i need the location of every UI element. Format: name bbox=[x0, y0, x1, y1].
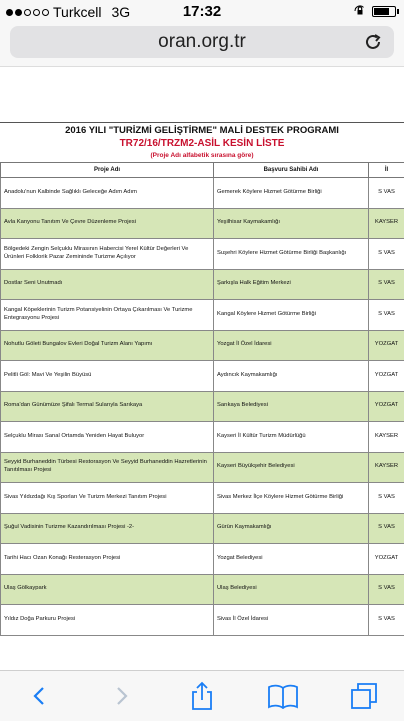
city-cell: KAYSER bbox=[369, 452, 404, 483]
carrier-name: Turkcell bbox=[53, 4, 102, 20]
url-text[interactable]: oran.org.tr bbox=[158, 31, 246, 53]
table-row bbox=[1, 269, 404, 300]
city-cell: S VAS bbox=[369, 513, 404, 544]
tabs-button[interactable] bbox=[344, 676, 384, 716]
city-cell: S VAS bbox=[369, 605, 404, 636]
column-header: Başvuru Sahibi Adı bbox=[214, 163, 369, 178]
back-icon[interactable] bbox=[29, 685, 51, 707]
applicant-name-cell: Suşehri Köylere Hizmet Götürme Birliği Başkanlığı bbox=[214, 239, 369, 270]
project-name-cell: Ulaş Gölkaypark bbox=[1, 574, 214, 605]
browser-toolbar bbox=[0, 670, 404, 721]
table-row bbox=[1, 483, 404, 514]
table-row bbox=[1, 208, 404, 239]
project-name-cell: Sivas Yıldızdağı Kış Sporları Ve Turizm Merkezi Tanıtım Projesi bbox=[1, 483, 214, 514]
address-bar[interactable] bbox=[10, 26, 394, 58]
table-row bbox=[1, 605, 404, 636]
applicant-name-cell: Sarıkaya Belediyesi bbox=[214, 391, 369, 422]
project-name-cell: Roma'dan Günümüze Şifalı Termal Sularıyla Sarıkaya bbox=[1, 391, 214, 422]
table-row bbox=[1, 361, 404, 392]
applicant-name-cell: Ulaş Belediyesi bbox=[214, 574, 369, 605]
applicant-name-cell: Sivas İl Özel İdaresi bbox=[214, 605, 369, 636]
project-name-cell: Şuğul Vadisinin Turizme Kazandırılması Projesi -2- bbox=[1, 513, 214, 544]
applicant-name-cell: Yozgat İl Özel İdaresi bbox=[214, 330, 369, 361]
status-time: 17:32 bbox=[0, 3, 404, 20]
document-subtitle: TR72/16/TRZM2-ASİL KESİN LİSTE bbox=[0, 138, 404, 149]
project-table bbox=[0, 162, 404, 636]
share-button[interactable] bbox=[182, 676, 222, 716]
city-cell: KAYSER bbox=[369, 208, 404, 239]
project-name-cell: Tarihi Hacı Ozan Konağı Resterasyon Projesi bbox=[1, 544, 214, 575]
forward-icon[interactable] bbox=[110, 685, 132, 707]
project-name-cell: Dostlar Seni Unutmadı bbox=[1, 269, 214, 300]
back-button[interactable] bbox=[20, 676, 60, 716]
city-cell: KAYSER bbox=[369, 422, 404, 453]
project-name-cell: Selçuklu Mirası Sanal Ortamda Yeniden Hayat Buluyor bbox=[1, 422, 214, 453]
forward-button[interactable] bbox=[101, 676, 141, 716]
city-cell: YOZGAT bbox=[369, 391, 404, 422]
project-name-cell: Seyyid Burhaneddin Türbesi Restorasyon Ve Seyyid Burhaneddin Hazretlerinin Tanıtılması Projesi bbox=[1, 452, 214, 483]
project-name-cell: Pelitli Göl: Mavi Ve Yeşilin Büyüsü bbox=[1, 361, 214, 392]
city-cell: YOZGAT bbox=[369, 544, 404, 575]
city-cell: YOZGAT bbox=[369, 330, 404, 361]
table-row bbox=[1, 300, 404, 331]
project-name-cell: Nohutlu Göleti Bungalov Evleri Doğal Turizm Alanı Yapımı bbox=[1, 330, 214, 361]
project-name-cell: Yıldız Doğa Parkuru Projesi bbox=[1, 605, 214, 636]
table-header-row bbox=[1, 163, 404, 178]
column-header: Proje Adı bbox=[1, 163, 214, 178]
project-name-cell: Anadolu'nun Kalbinde Sağlıklı Geleceğe Adım Adım bbox=[1, 178, 214, 209]
applicant-name-cell: Gürün Kaymakamlığı bbox=[214, 513, 369, 544]
table-row bbox=[1, 544, 404, 575]
city-cell: S VAS bbox=[369, 574, 404, 605]
city-cell: S VAS bbox=[369, 178, 404, 209]
applicant-name-cell: Yozgat Belediyesi bbox=[214, 544, 369, 575]
city-cell: S VAS bbox=[369, 483, 404, 514]
status-bar bbox=[0, 0, 404, 24]
tabs-icon[interactable] bbox=[350, 682, 378, 710]
applicant-name-cell: Kangal Köylere Hizmet Götürme Birliği bbox=[214, 300, 369, 331]
applicant-name-cell: Kayseri İl Kültür Turizm Müdürlüğü bbox=[214, 422, 369, 453]
city-cell: S VAS bbox=[369, 300, 404, 331]
project-name-cell: Bölgedeki Zengin Selçuklu Mirasının Habercisi Yerel Kültür Değerleri Ve Ürünleri Folklorik Pazar Zemininde Turizme Açılıyor bbox=[1, 239, 214, 270]
page-content[interactable] bbox=[0, 66, 404, 671]
network-type: 3G bbox=[112, 4, 131, 20]
reload-icon[interactable] bbox=[362, 31, 384, 53]
table-row bbox=[1, 391, 404, 422]
document-top-rule bbox=[0, 122, 404, 123]
city-cell: YOZGAT bbox=[369, 361, 404, 392]
applicant-name-cell: Yeşilhisar Kaymakamlığı bbox=[214, 208, 369, 239]
share-icon[interactable] bbox=[189, 681, 215, 711]
table-row bbox=[1, 452, 404, 483]
table-row bbox=[1, 178, 404, 209]
document-title: 2016 YILI "TURİZMİ GELİŞTİRME" MALİ DESTEK PROGRAMI bbox=[0, 125, 404, 136]
table-row bbox=[1, 574, 404, 605]
bookmarks-icon[interactable] bbox=[267, 683, 299, 709]
applicant-name-cell: Şarkışla Halk Eğitim Merkezi bbox=[214, 269, 369, 300]
project-name-cell: Kangal Köpeklerinin Turizm Potansiyelinin Ortaya Çıkarılması Ve Turizme Entegrasyonu Projesi bbox=[1, 300, 214, 331]
applicant-name-cell: Kayseri Büyükşehir Belediyesi bbox=[214, 452, 369, 483]
status-right bbox=[354, 5, 396, 17]
table-row bbox=[1, 239, 404, 270]
column-header: İl bbox=[369, 163, 404, 178]
applicant-name-cell: Aydıncık Kaymakamlığı bbox=[214, 361, 369, 392]
orientation-lock-icon bbox=[354, 5, 366, 17]
table-row bbox=[1, 330, 404, 361]
city-cell: S VAS bbox=[369, 239, 404, 270]
document-note: (Proje Adı alfabetik sırasına göre) bbox=[0, 152, 404, 159]
table-row bbox=[1, 513, 404, 544]
table-row bbox=[1, 422, 404, 453]
project-name-cell: Avla Kanyonu Tanıtım Ve Çevre Düzenleme Projesi bbox=[1, 208, 214, 239]
applicant-name-cell: Gemerek Köylere Hizmet Götürme Birliği bbox=[214, 178, 369, 209]
city-cell: S VAS bbox=[369, 269, 404, 300]
applicant-name-cell: Sivas Merkez İlçe Köylere Hizmet Götürme Birliği bbox=[214, 483, 369, 514]
battery-icon bbox=[372, 6, 396, 17]
bookmarks-button[interactable] bbox=[263, 676, 303, 716]
